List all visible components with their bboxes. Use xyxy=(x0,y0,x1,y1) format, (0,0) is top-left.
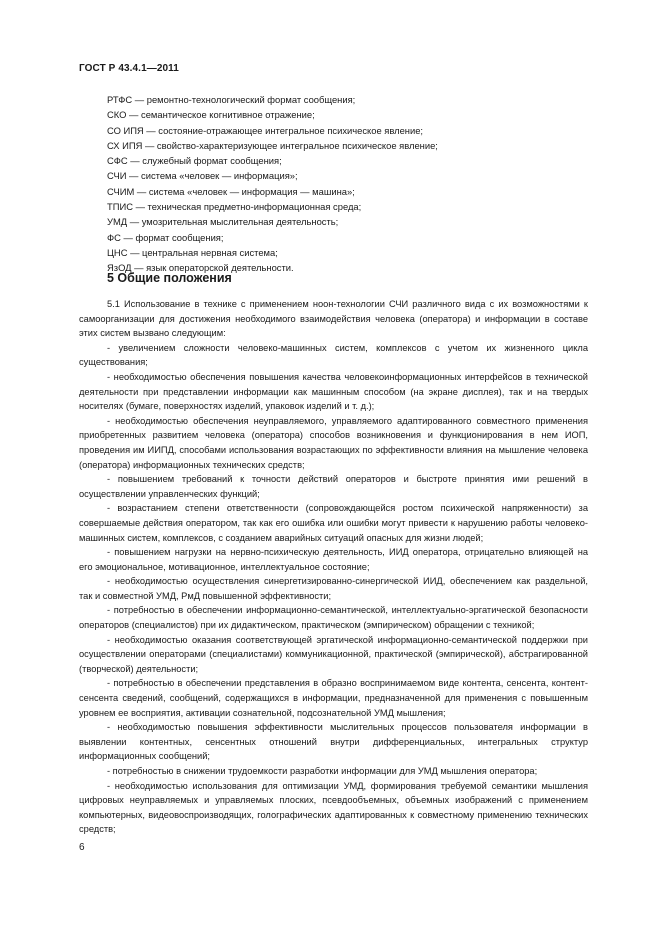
list-item: - необходимостью оказания соответствующей эргатической информационно-семантической поддержки при осуществлении операторами (специалистами) коммуникационной, практической (эмпирической), абстрагированной (творческой) деятельности; xyxy=(79,634,588,674)
list-item: - необходимостью обеспечения повышения качества человекоинформационных интерфейсов в технической деятельности при представлении информации как машинным способом (на экране дисплея), так и на твердых носителях (бумаге, поверхностях изделий, упаковок изделий и т. д.); xyxy=(79,371,588,412)
abbreviation-item: СКО — семантическое когнитивное отражение; xyxy=(107,109,315,121)
abbreviation-list xyxy=(107,92,438,276)
abbreviation-item: СХ ИПЯ — свойство-характеризующее интегральное психическое явление; xyxy=(107,139,438,151)
list-item: - потребностью в снижении трудоемкости разработки информации для УМД мышления оператора; xyxy=(107,766,538,776)
abbreviation-item: ТПИС — техническая предметно-информационная среда; xyxy=(107,201,362,213)
abbreviation-item: СЧИ — система «человек — информация»; xyxy=(107,170,298,182)
document-header: ГОСТ Р 43.4.1—2011 xyxy=(79,63,179,74)
abbreviation-item: ЦНС — центральная нервная система; xyxy=(107,246,278,258)
abbreviation-item: РТФС — ремонтно-технологический формат сообщения; xyxy=(107,94,356,105)
list-item: - потребностью в обеспечении представления в образно воспринимаемом виде контента, сенсента, контент-сенсента сведений, сообщений, содержащихся в информации, предназначенной для применения с повышенным уровнем ее восприятия, активации сознательной, подсознательной УМД мышления; xyxy=(79,678,588,718)
list-item: - увеличением сложности человеко-машинных систем, комплексов с учетом их жизненного цикла существования; xyxy=(79,342,588,368)
list-item: - необходимостью осуществления синергетизированно-синергической ИИД, обеспечением как раздельной, так и совместной УМД, РмД повышенной эффективности; xyxy=(79,576,588,601)
section-title: 5 Общие положения xyxy=(107,271,232,285)
list-item: - необходимостью использования для оптимизации УМД, формирования требуемой семантики мышления цифровых неуправляемых и управляемых плоских, псевдообъемных, объемных изображений с применением компьютерных, видеовоспроизводящих, голографических адаптированных к совместному применению технических средств; xyxy=(79,780,588,835)
list-item: - возрастанием степени ответственности (сопровождающейся ростом психической напряженности) за совершаемые действия оператором, так как его ошибка или ошибки могут привести к нарушению работы человеко-машинных систем, комплексов, с созданием аварийных ситуаций опасных для жизни людей; xyxy=(79,503,588,543)
abbreviation-item: СФС — служебный формат сообщения; xyxy=(107,155,282,167)
abbreviation-item: ФС — формат сообщения; xyxy=(107,231,224,243)
paragraph-intro: 5.1 Использование в технике с применением ноон-технологии СЧИ различного вида с их возможностями к самоорганизации для достижения необходимого взаимодействия человека (оператора) и информации в составе этих систем вызвано следующим: xyxy=(79,299,588,339)
list-item: - потребностью в обеспечении информационно-семантической, интеллектуально-эргатической безопасности операторов (специалистов) при их дидактическом, практическом (эмпирическом) обращении с техникой; xyxy=(79,605,588,631)
page-number: 6 xyxy=(79,842,85,853)
list-item: - повышением нагрузки на нервно-психическую деятельность, ИИД оператора, отрицательно влияющей на его эмоциональное, мотивационное, интеллектуальное состояние; xyxy=(79,547,588,572)
abbreviation-item: СЧИМ — система «человек — информация — машина»; xyxy=(107,185,355,197)
abbreviation-item: ЯзОД — язык операторской деятельности. xyxy=(107,262,294,274)
section-body xyxy=(79,297,588,837)
abbreviation-item: УМД — умозрительная мыслительная деятельность; xyxy=(107,216,339,228)
list-item: - необходимостью обеспечения неуправляемого, управляемого адаптированного совместного применения приобретенных развитием человека (оператора) способов возникновения и функционирования в нем ИОП, проведения им ИИПД, способами использования возрастающих по эффективности влияния на мышление человека (оператора) информационных технических средств; xyxy=(79,415,588,470)
list-item: - необходимостью повышения эффективности мыслительных процессов пользователя информации в выявлении контентных, сенсентных отношений внутри дифференциальных, интегральных структур информационных сообщений; xyxy=(79,722,588,762)
abbreviation-item: СО ИПЯ — состояние-отражающее интегральное психическое явление; xyxy=(107,124,424,136)
list-item: - повышением требований к точности действий операторов и быстроте принятия ими решений в осуществлении управленческих функций; xyxy=(79,474,588,499)
